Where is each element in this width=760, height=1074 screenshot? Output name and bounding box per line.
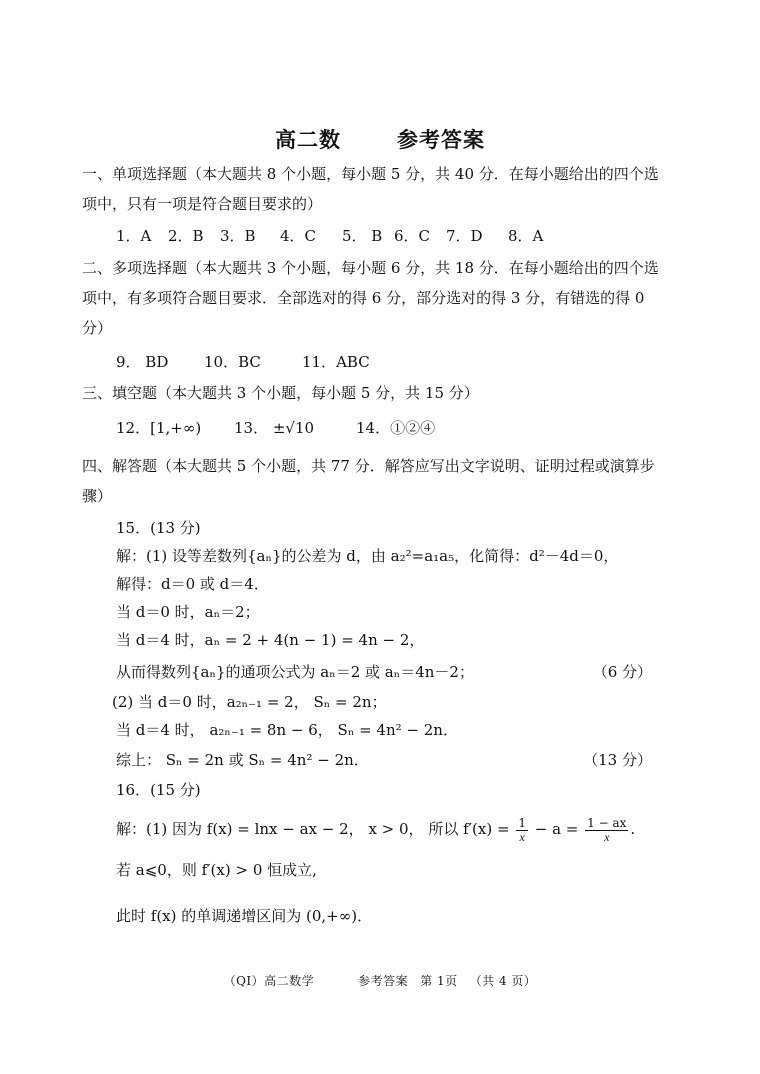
footer-page-number: 第 1页 [420,974,458,988]
section4-header-line2: 骤） [82,487,113,505]
footer-course: （QI）高二数学 [223,974,315,988]
q15-line2: 解得：d＝0 或 d＝4． [116,575,269,593]
q15-line5: 从而得数列{aₙ}的通项公式为 aₙ＝2 或 aₙ＝4n－2； [116,663,474,681]
answer-9: 9． BD [116,353,169,371]
q15-line7: 当 d＝4 时， a₂ₙ₋₁ = 8n − 6， Sₙ = 4n² − 2n． [116,721,458,739]
answer-7: 7．D [446,227,483,245]
answer-8: 8．A [508,227,544,245]
section1-header-line1: 一、单项选择题（本大题共 8 个小题，每小题 5 分，共 40 分．在每小题给出的四个选 [82,165,659,183]
section2-answers [116,352,370,372]
section4-header-line1: 四、解答题（本大题共 5 个小题，共 77 分．解答应写出文字说明、证明过程或演算步 [82,457,655,475]
q15-line6: (2) 当 d＝0 时，a₂ₙ₋₁ = 2， Sₙ = 2n； [112,693,387,711]
q16-line1 [116,812,635,846]
fraction2-denominator: x [604,829,610,844]
answer-11: 11．ABC [302,353,370,371]
section2-header-line3: 分） [82,319,113,337]
answer-10: 10．BC [204,353,261,371]
answer-3: 3．B [220,227,256,245]
fraction1-numerator: 1 [518,815,526,830]
q16-line2: 若 a⩽0，则 f′(x) > 0 恒成立, [116,861,317,879]
answer-14: 14．①②④ [356,419,436,437]
q16-line1-c: . [630,820,636,838]
q15-heading: 15．(13 分) [116,519,201,537]
q16-line3: 此时 f(x) 的单调递增区间为 (0,+∞)． [116,907,373,925]
section1-answers [116,226,543,246]
footer-total-pages: （共 4 页） [469,974,537,988]
q15-line1: 解：(1) 设等差数列{aₙ}的公差为 d，由 a₂²=a₁a₅，化简得：d²－4d＝0， [116,547,619,565]
answer-1: 1．A [116,227,152,245]
q15-score-13: （13 分） [583,751,652,769]
fraction-1-minus-ax-over-x [585,817,628,844]
answer-13: 13． ±√10 [234,419,315,437]
fraction1-denominator: x [519,829,525,844]
q16-line1-a: 解：(1) 因为 f(x) = lnx − ax − 2， x > 0， 所以 f′(x) = [116,820,510,838]
title-subject: 高二数 [275,127,341,152]
title-answer-key: 参考答案 [397,127,485,152]
section3-answers [116,418,435,438]
section3-header: 三、填空题（本大题共 3 个小题，每小题 5 分，共 15 分） [82,384,479,402]
answer-4: 4．C [280,227,317,245]
q15-score-6: （6 分） [592,663,652,681]
answer-12: 12．[1,+∞) [116,419,202,437]
q16-line1-b: − a = [534,820,579,838]
q15-line4: 当 d＝4 时，aₙ = 2 + 4(n − 1) = 4n − 2， [116,631,425,649]
fraction2-numerator: 1 − ax [587,815,627,830]
fraction-1-over-x [516,817,528,844]
q16-heading: 16．(15 分) [116,781,201,799]
section2-header-line2: 项中，有多项符合题目要求．全部选对的得 6 分，部分选对的得 3 分，有错选的得 0 [82,289,645,307]
q15-line8: 综上： Sₙ = 2n 或 Sₙ = 4n² − 2n． [116,751,369,769]
footer-doc-type: 参考答案 [358,974,409,988]
answer-5: 5． B [342,227,383,245]
q15-line3: 当 d＝0 时，aₙ＝2； [116,603,260,621]
answer-6: 6．C [394,227,431,245]
answer-2: 2．B [168,227,204,245]
section1-header-line2: 项中，只有一项是符合题目要求的） [82,195,323,213]
page-footer [0,972,760,989]
section2-header-line1: 二、多项选择题（本大题共 3 个小题，每小题 6 分，共 18 分．在每小题给出的四个选 [82,259,659,277]
page-title [0,124,760,154]
